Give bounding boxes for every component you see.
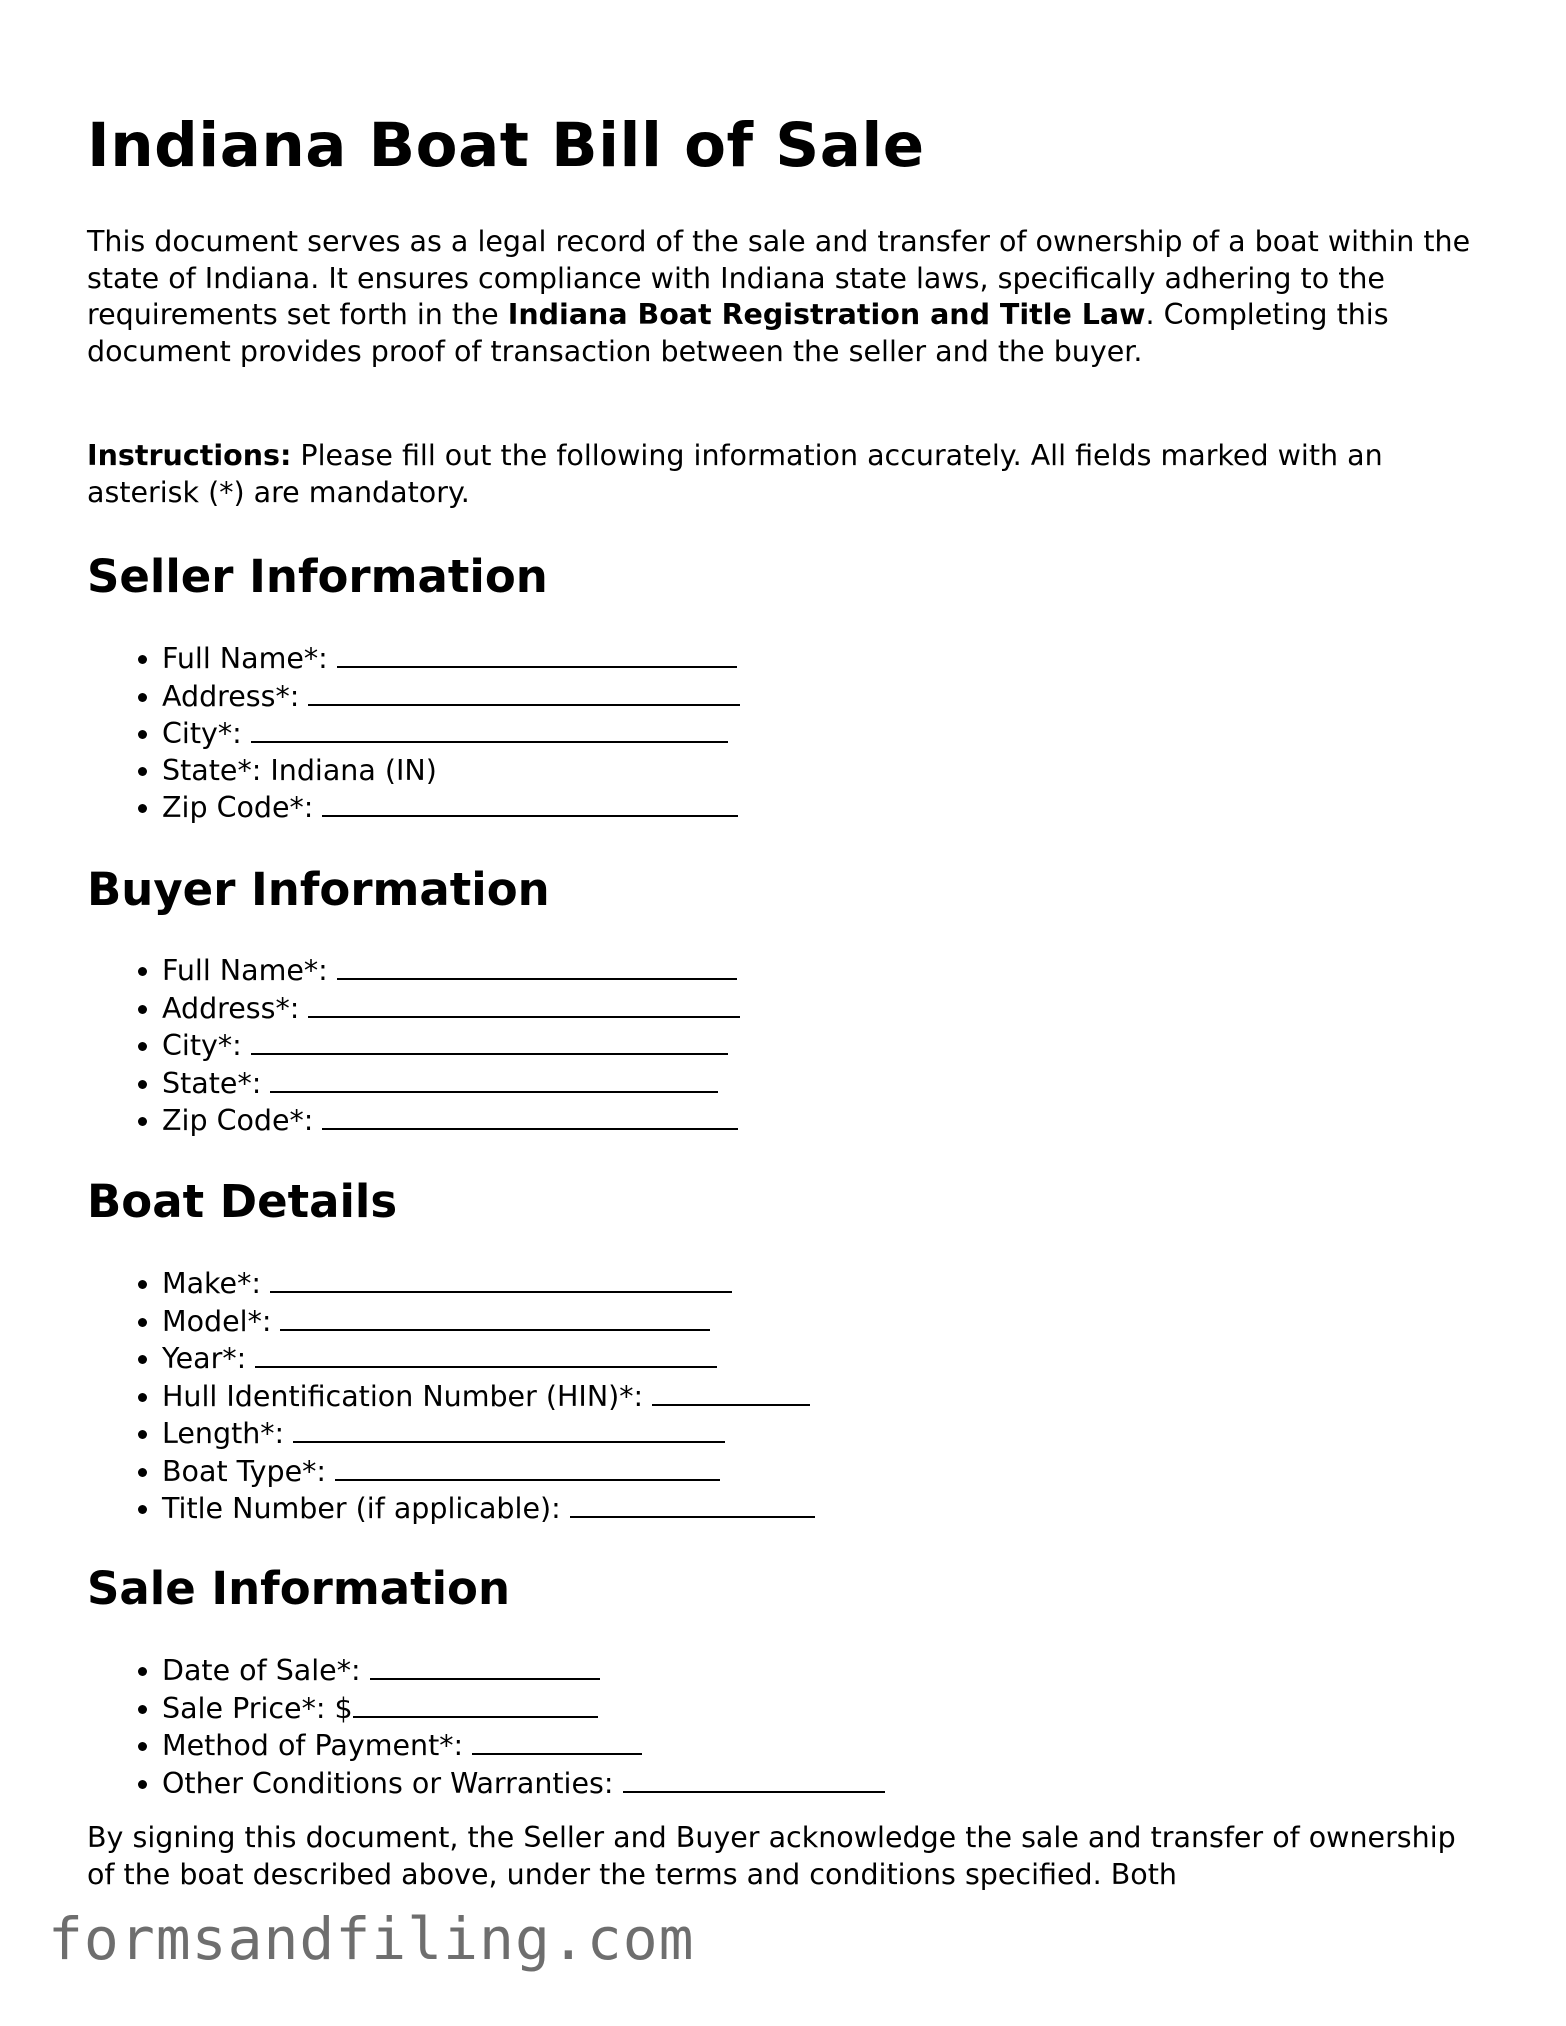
boat-type-field (162, 1453, 815, 1491)
sale-price-field (162, 1690, 885, 1728)
fill-blank[interactable] (270, 1265, 732, 1293)
law-name: Indiana Boat Registration and Title Law (507, 298, 1146, 331)
field-label: Method of Payment*: (162, 1729, 473, 1762)
instructions-text: Please fill out the following information accurately. All fields marked with an asterisk (*) are mandatory. (87, 439, 1383, 509)
seller-city-field (162, 715, 740, 753)
fill-blank[interactable] (308, 990, 740, 1018)
field-label: Hull Identification Number (HIN)*: (162, 1379, 653, 1413)
buyer-fields-list (87, 952, 740, 1140)
field-label: Boat Type*: (162, 1454, 336, 1488)
field-label: Full Name*: (162, 954, 337, 987)
instructions-label: Instructions: (87, 439, 292, 472)
fill-blank[interactable] (570, 1490, 815, 1518)
intro-paragraph (87, 224, 1487, 370)
page-title: Indiana Boat Bill of Sale (87, 110, 925, 181)
field-label: Address*: (162, 679, 309, 713)
sale-conditions-field (162, 1765, 885, 1803)
fill-blank[interactable] (322, 789, 738, 817)
boat-year-field (162, 1340, 815, 1378)
field-label: Year*: (162, 1342, 256, 1375)
buyer-address-field (162, 990, 740, 1028)
buyer-zip-field (162, 1102, 740, 1140)
field-label: Zip Code*: (162, 1104, 323, 1137)
field-label: Make*: (162, 1267, 270, 1300)
seller-fields-list (87, 640, 740, 827)
field-label: Model*: (162, 1304, 281, 1338)
fill-blank[interactable] (370, 1652, 600, 1680)
fill-blank[interactable] (337, 952, 737, 980)
boat-fields-list (87, 1265, 815, 1528)
field-label: Title Number (if applicable): (162, 1492, 570, 1525)
field-label: City*: (162, 717, 251, 750)
boat-heading: Boat Details (87, 1175, 398, 1228)
field-label: Other Conditions or Warranties: (162, 1766, 623, 1800)
seller-state-field (162, 753, 740, 790)
fill-blank[interactable] (251, 715, 728, 743)
buyer-city-field (162, 1027, 740, 1065)
field-label: Full Name*: (162, 642, 337, 675)
sale-date-field (162, 1652, 885, 1690)
fill-blank[interactable] (308, 678, 740, 706)
intro-text-2: . Completing this document provides proof of transaction between the seller and the buyer. (87, 298, 1389, 368)
boat-title-number-field (162, 1490, 815, 1528)
field-label: Zip Code*: (162, 791, 323, 824)
fill-blank[interactable] (353, 1690, 598, 1718)
watermark-logo: formsandfiling.com (48, 1905, 695, 1973)
field-label: Date of Sale*: (162, 1654, 370, 1687)
fill-blank[interactable] (255, 1340, 717, 1368)
buyer-heading: Buyer Information (87, 863, 550, 916)
seller-full-name-field (162, 640, 740, 678)
buyer-full-name-field (162, 952, 740, 990)
sale-method-field (162, 1727, 885, 1765)
closing-paragraph: By signing this document, the Seller and Buyer acknowledge the sale and transfer of ownership of the boat described above, under the terms and conditions specified. Both (87, 1821, 1456, 1891)
intro-text-1: This document serves as a legal record of the sale and transfer of ownership of a boat within the state of Indiana. It ensures compliance with Indiana state laws, specifically adhering to the requirements set forth in the (87, 225, 1471, 331)
fill-blank[interactable] (335, 1453, 720, 1481)
field-label: Address*: (162, 991, 309, 1025)
fill-blank[interactable] (652, 1378, 810, 1406)
seller-heading: Seller Information (87, 550, 548, 603)
fill-blank[interactable] (251, 1027, 728, 1055)
field-label: Sale Price*: $ (162, 1691, 353, 1725)
field-label: State*: Indiana (IN) (162, 753, 437, 787)
fill-blank[interactable] (322, 1102, 738, 1130)
boat-make-field (162, 1265, 815, 1303)
sale-heading: Sale Information (87, 1562, 510, 1615)
seller-zip-field (162, 789, 740, 827)
fill-blank[interactable] (270, 1065, 718, 1093)
field-label: Length*: (162, 1417, 294, 1450)
fill-blank[interactable] (337, 640, 737, 668)
buyer-state-field (162, 1065, 740, 1103)
boat-hin-field (162, 1378, 815, 1416)
boat-length-field (162, 1415, 815, 1453)
fill-blank[interactable] (472, 1727, 642, 1755)
instructions-paragraph (87, 438, 1487, 511)
sale-fields-list (87, 1652, 885, 1802)
fill-blank[interactable] (623, 1765, 885, 1793)
fill-blank[interactable] (293, 1415, 725, 1443)
field-label: City*: (162, 1029, 251, 1062)
boat-model-field (162, 1303, 815, 1341)
fill-blank[interactable] (280, 1303, 710, 1331)
seller-address-field (162, 678, 740, 716)
field-label: State*: (162, 1066, 271, 1100)
